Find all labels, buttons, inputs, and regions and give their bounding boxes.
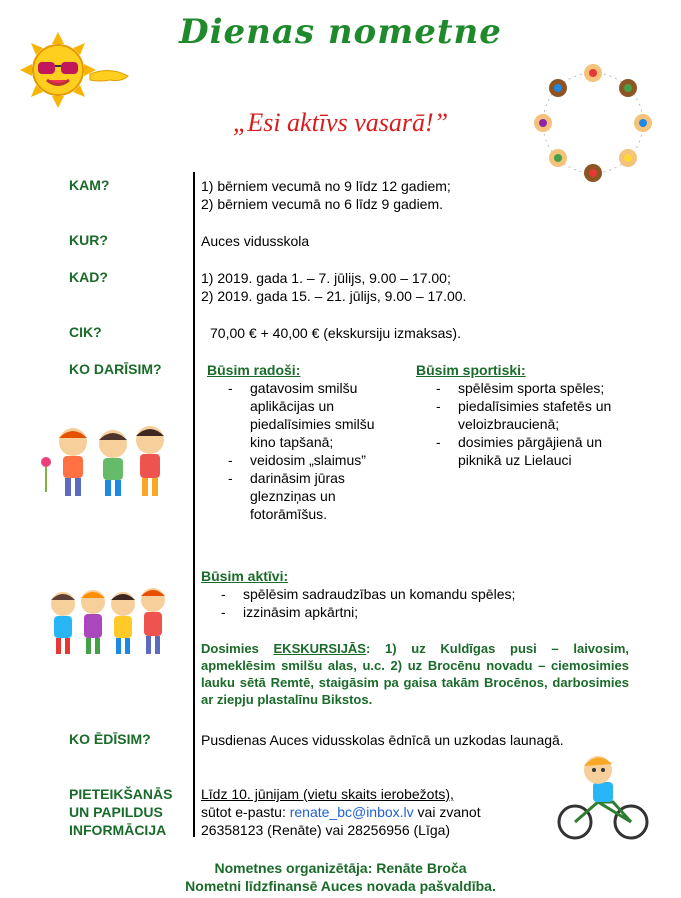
apply-phones: 26358123 (Renāte) vai 28256956 (Līga) (201, 822, 451, 838)
label-apply: PIETEIKŠANĀS UN PAPILDUS INFORMĀCIJA (69, 786, 173, 838)
sporty-heading: Būsim sportiski: (416, 362, 526, 378)
kids-group-illustration-1 (38, 420, 178, 502)
apply-deadline: Līdz 10. jūnijam (vietu skaits ierobežots), (201, 786, 454, 802)
footer-cofunding: Nometni līdzfinansē Auces novada pašvaldība. (185, 878, 496, 894)
list-item: - gatavosim smilšu aplikācijas un piedalīsimies smilšu kino tapšanā; (228, 380, 375, 450)
kad-line-2: 2) 2019. gada 15. – 21. jūlijs, 9.00 – 17.00. (201, 288, 467, 304)
creative-list (228, 379, 400, 523)
label-kur: KUR? (69, 232, 108, 248)
list-item: - veidosim „slaimus” (228, 452, 366, 468)
email-link[interactable]: renate_bc@inbox.lv (289, 804, 414, 820)
list-item: - dosimies pārgājienā un piknikā uz Lielauci (436, 434, 602, 468)
list-item: - darināsim jūras gleznziņas un fotorāmīšus. (228, 470, 345, 522)
kur-value: Auces vidusskola (201, 233, 310, 249)
page-subtitle: „Esi aktīvs vasarā!” (232, 108, 449, 137)
apply-email-line: sūtot e-pastu: renate_bc@inbox.lv vai zvanot (201, 804, 481, 820)
label-ko-darisim: KO DARĪSIM? (69, 361, 162, 377)
sporty-list (436, 379, 623, 469)
creative-heading: Būsim radoši: (207, 362, 301, 378)
footer-organizer: Nometnes organizētāja: Renāte Broča (214, 860, 467, 876)
kam-line-1: 1) bērniem vecumā no 9 līdz 12 gadiem; (201, 178, 451, 194)
cik-value: 70,00 € + 40,00 € (ekskursiju izmaksas). (210, 325, 461, 341)
excursions-paragraph: Dosimies EKSKURSIJĀS: 1) uz Kuldīgas pusi – laivosim, apmeklēsim smilšu alas, u.c. 2) uz Brocēnu novadu – ciemosimies lauku sētā Remtē, staigāsim pa gaisa takām Brocēnos, darbosimies ar ziepju plastalīnu Bikstos. (201, 641, 629, 707)
active-heading: Būsim aktīvi: (201, 568, 289, 584)
vertical-divider (193, 172, 195, 837)
list-item: - piedalīsimies stafetēs un veloizbraucienā; (436, 398, 612, 432)
sun-sunglasses-illustration (10, 30, 140, 110)
active-list (221, 585, 643, 621)
list-item: - spēlēsim sadraudzības un komandu spēles; (221, 586, 516, 602)
kam-line-2: 2) bērniem vecumā no 6 līdz 9 gadiem. (201, 196, 444, 212)
kids-group-illustration-2 (45, 580, 180, 662)
label-kam: KAM? (69, 177, 110, 193)
page-title: Dienas nometne (179, 12, 502, 52)
kids-circle-illustration (528, 58, 658, 188)
food-value: Pusdienas Auces vidusskolas ēdnīcā un uzkodas launagā. (201, 732, 564, 748)
excursions-keyword: EKSKURSIJĀS (273, 641, 366, 656)
list-item: - izzināsim apkārtni; (221, 604, 359, 620)
boy-bicycle-illustration (553, 752, 653, 842)
list-item: - spēlēsim sporta spēles; (436, 380, 605, 396)
label-ko-edisim: KO ĒDĪSIM? (69, 731, 151, 747)
label-kad: KAD? (69, 269, 108, 285)
label-cik: CIK? (69, 324, 102, 340)
kad-line-1: 1) 2019. gada 1. – 7. jūlijs, 9.00 – 17.00; (201, 270, 451, 286)
